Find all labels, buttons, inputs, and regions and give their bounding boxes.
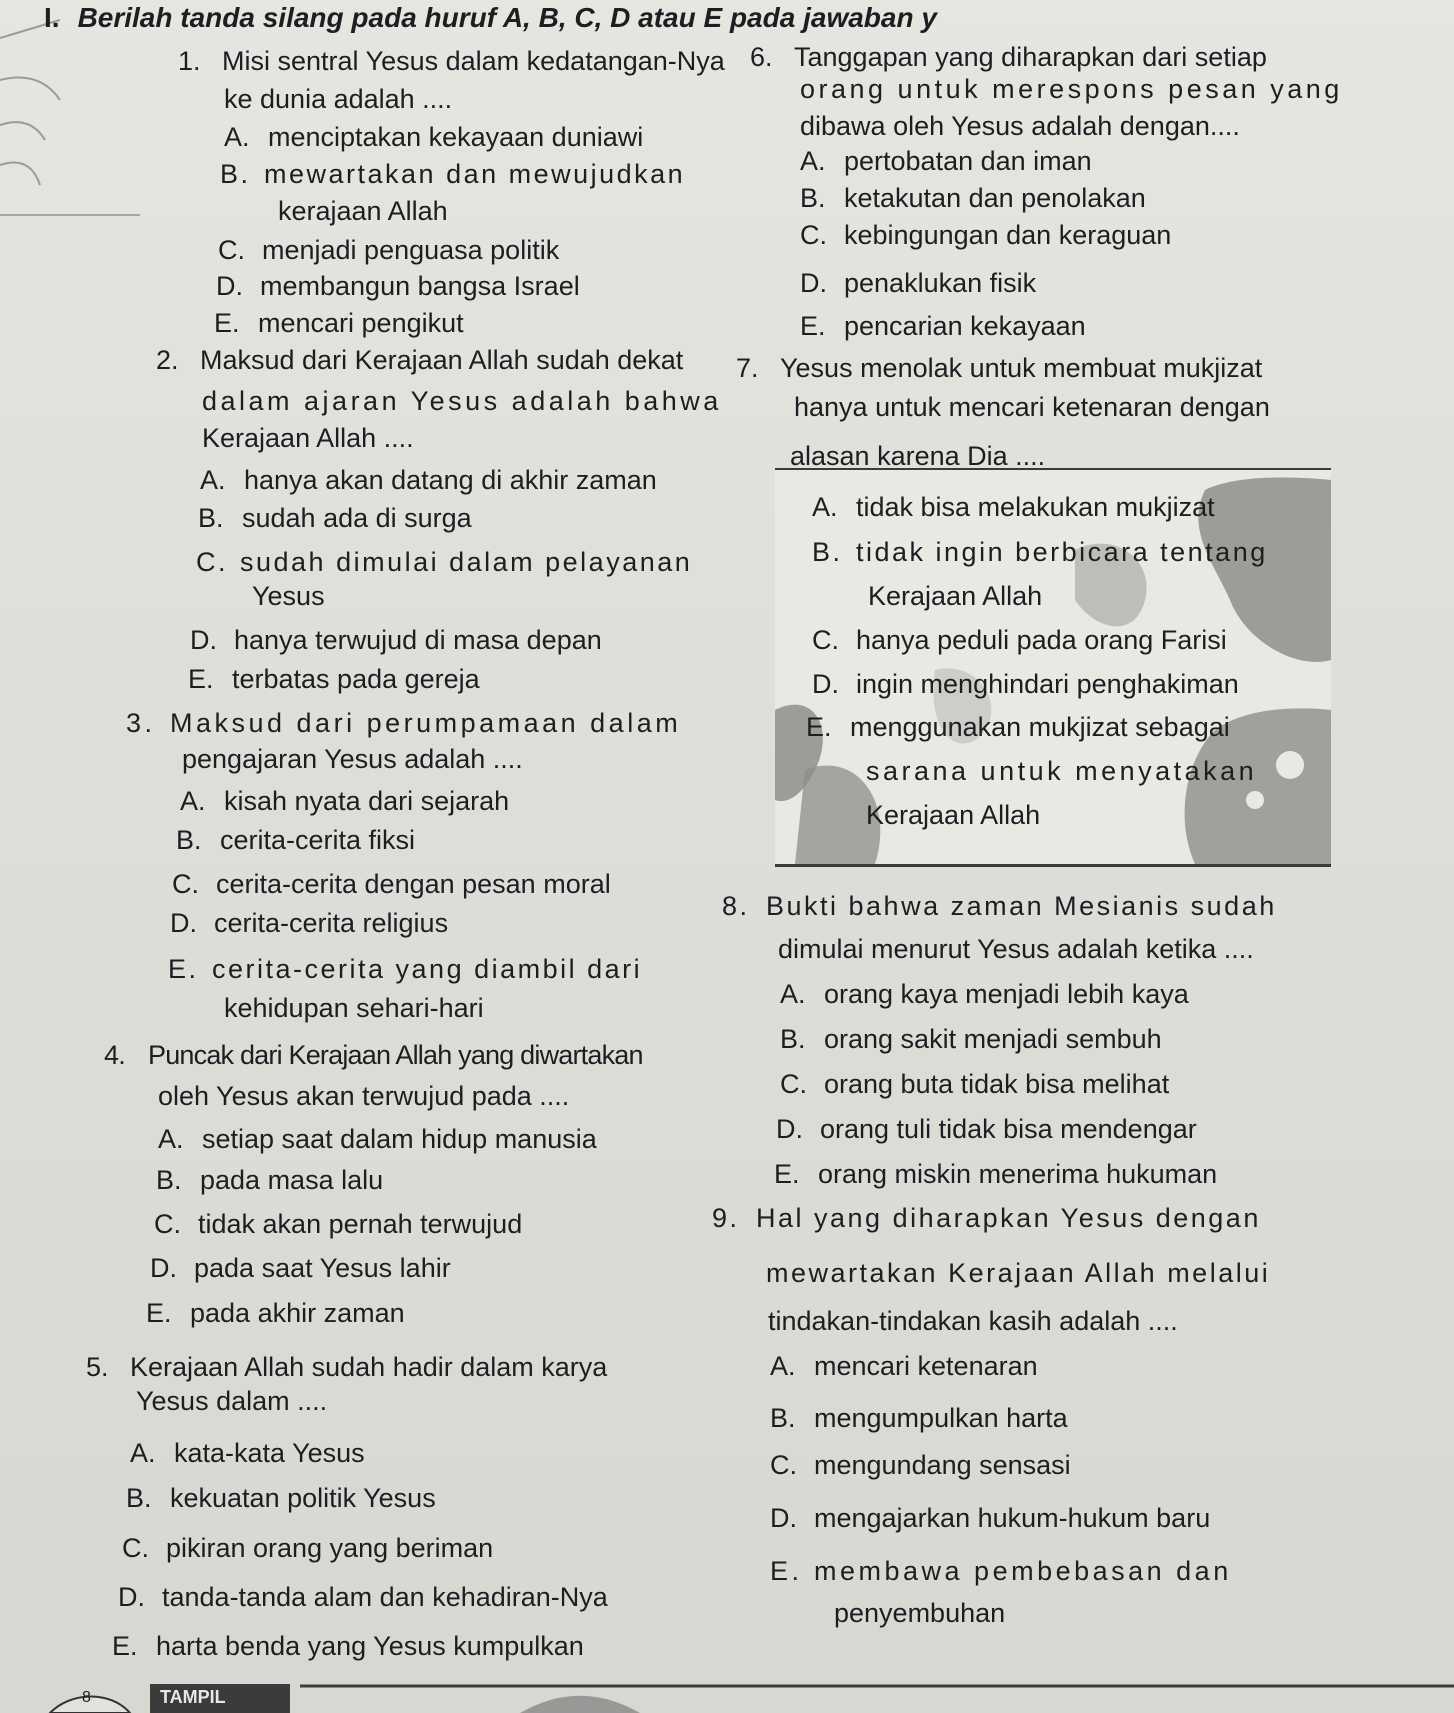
question-8-option-e[interactable]: E. orang miskin menerima hukuman (774, 1159, 1218, 1189)
section-number: I. (44, 2, 60, 33)
question-7-option-e[interactable]: E. menggunakan mukjizat sebagai (806, 712, 1230, 742)
question-8-option-c[interactable]: C. orang buta tidak bisa melihat (780, 1069, 1170, 1099)
question-4-option-a[interactable]: A. setiap saat dalam hidup manusia (158, 1124, 597, 1154)
question-2-option-e[interactable]: E. terbatas pada gereja (188, 664, 480, 694)
question-9-option-d[interactable]: D. mengajarkan hukum-hukum baru (770, 1503, 1211, 1533)
question-9-stem-line-2: mewartakan Kerajaan Allah melalui (766, 1258, 1271, 1288)
question-2-option-b[interactable]: B. sudah ada di surga (198, 503, 472, 533)
question-9-stem-line-3: tindakan-tindakan kasih adalah .... (768, 1306, 1178, 1336)
question-5-option-d[interactable]: D. tanda-tanda alam dan kehadiran-Nya (118, 1582, 608, 1612)
question-5-option-c[interactable]: C. pikiran orang yang beriman (122, 1533, 494, 1563)
question-9-option-a[interactable]: A. mencari ketenaran (770, 1351, 1038, 1381)
question-9-option-e-cont: penyembuhan (834, 1598, 1006, 1628)
decorative-leaf-shapes (775, 470, 1331, 864)
question-3-stem-line-1: 3. Maksud dari perumpamaan dalam (126, 708, 682, 738)
section-instruction (44, 2, 937, 34)
question-8-option-b[interactable]: B. orang sakit menjadi sembuh (780, 1024, 1162, 1054)
question-1-option-e[interactable]: E. mencari pengikut (214, 308, 464, 338)
question-2-stem-line-1: 2. Maksud dari Kerajaan Allah sudah dekat (156, 345, 684, 375)
margin-lines (0, 0, 180, 420)
question-4-option-c[interactable]: C. tidak akan pernah terwujud (154, 1209, 523, 1239)
question-3-option-e-cont: kehidupan sehari-hari (224, 993, 484, 1023)
question-2-option-a[interactable]: A. hanya akan datang di akhir zaman (200, 465, 657, 495)
question-5-stem-line-2: Yesus dalam .... (136, 1386, 328, 1416)
question-6-option-b[interactable]: B. ketakutan dan penolakan (800, 183, 1146, 213)
question-7-option-c[interactable]: C. hanya peduli pada orang Farisi (812, 625, 1227, 655)
question-7-option-b-cont: Kerajaan Allah (868, 581, 1043, 611)
question-6-stem-line-1: 6. Tanggapan yang diharapkan dari setiap (750, 42, 1267, 72)
question-7-option-d[interactable]: D. ingin menghindari penghakiman (812, 669, 1239, 699)
question-1-option-a[interactable]: A. menciptakan kekayaan duniawi (224, 122, 644, 152)
question-7-stem-line-3: alasan karena Dia .... (790, 441, 1046, 471)
question-5-option-b[interactable]: B. kekuatan politik Yesus (126, 1483, 436, 1513)
question-3-stem-line-2: pengajaran Yesus adalah .... (182, 744, 523, 774)
question-4-option-d[interactable]: D. pada saat Yesus lahir (150, 1253, 451, 1283)
question-1-option-b[interactable]: B. mewartakan dan mewujudkan (220, 159, 686, 189)
question-9-stem-line-1: 9. Hal yang diharapkan Yesus dengan (712, 1203, 1261, 1233)
question-2-stem-line-3: Kerajaan Allah .... (202, 423, 414, 453)
question-4-stem-line-2: oleh Yesus akan terwujud pada .... (158, 1081, 570, 1111)
question-6-option-e[interactable]: E. pencarian kekayaan (800, 311, 1086, 341)
question-6-stem-line-2: orang untuk merespons pesan yang (800, 74, 1343, 104)
question-6-stem-line-3: dibawa oleh Yesus adalah dengan.... (800, 111, 1240, 141)
question-8-stem-line-1: 8. Bukti bahwa zaman Mesianis sudah (722, 891, 1277, 921)
question-7-option-e-cont-1: sarana untuk menyatakan (866, 756, 1258, 786)
question-7-option-e-cont-2: Kerajaan Allah (866, 800, 1041, 830)
question-7-stem-line-1: 7. Yesus menolak untuk membuat mukjizat (736, 353, 1263, 383)
question-9-option-e[interactable]: E. membawa pembebasan dan (770, 1556, 1232, 1586)
footer-label: TAMPIL (160, 1687, 226, 1707)
question-2-stem-line-2: dalam ajaran Yesus adalah bahwa (202, 386, 722, 416)
question-4-option-e[interactable]: E. pada akhir zaman (146, 1298, 405, 1328)
question-4-option-b[interactable]: B. pada masa lalu (156, 1165, 384, 1195)
question-6-option-a[interactable]: A. pertobatan dan iman (800, 146, 1092, 176)
question-3-option-b[interactable]: B. cerita-cerita fiksi (176, 825, 416, 855)
question-6-option-d[interactable]: D. penaklukan fisik (800, 268, 1037, 298)
question-3-option-c[interactable]: C. cerita-cerita dengan pesan moral (172, 869, 611, 899)
question-8-option-a[interactable]: A. orang kaya menjadi lebih kaya (780, 979, 1189, 1009)
question-9-option-c[interactable]: C. mengundang sensasi (770, 1450, 1071, 1480)
instruction-text: Berilah tanda silang pada huruf A, B, C, D atau E pada jawaban y (77, 2, 937, 33)
question-6-option-c[interactable]: C. kebingungan dan keraguan (800, 220, 1172, 250)
question-2-option-c-cont: Yesus (252, 581, 325, 611)
question-5-option-a[interactable]: A. kata-kata Yesus (130, 1438, 365, 1468)
question-2-option-d[interactable]: D. hanya terwujud di masa depan (190, 625, 602, 655)
question-7-stem-line-2: hanya untuk mencari ketenaran dengan (794, 392, 1270, 422)
question-8-option-d[interactable]: D. orang tuli tidak bisa mendengar (776, 1114, 1197, 1144)
question-1-option-c[interactable]: C. menjadi penguasa politik (218, 235, 560, 265)
question-7-option-b[interactable]: B. tidak ingin berbicara tentang (812, 537, 1268, 567)
question-7-option-a[interactable]: A. tidak bisa melakukan mukjizat (812, 492, 1215, 522)
page-number: 8 (82, 1689, 91, 1706)
question-1-option-b-cont: kerajaan Allah (278, 196, 448, 226)
question-5-stem-line-1: 5. Kerajaan Allah sudah hadir dalam karya (86, 1352, 608, 1382)
question-5-option-e[interactable]: E. harta benda yang Yesus kumpulkan (112, 1631, 584, 1661)
question-2-option-c[interactable]: C. sudah dimulai dalam pelayanan (196, 547, 693, 577)
question-1-option-d[interactable]: D. membangun bangsa Israel (216, 271, 580, 301)
question-8-stem-line-2: dimulai menurut Yesus adalah ketika .... (778, 934, 1254, 964)
question-9-option-b[interactable]: B. mengumpulkan harta (770, 1403, 1068, 1433)
question-7-box (775, 468, 1331, 867)
question-4-stem-line-1: 4. Puncak dari Kerajaan Allah yang diwartakan (104, 1040, 643, 1070)
question-3-option-a[interactable]: A. kisah nyata dari sejarah (180, 786, 510, 816)
question-1-stem-line-2: ke dunia adalah .... (224, 84, 453, 114)
question-1-stem-line-1: 1. Misi sentral Yesus dalam kedatangan-Nya (178, 46, 725, 76)
question-3-option-d[interactable]: D. cerita-cerita religius (170, 908, 449, 938)
question-3-option-e[interactable]: E. cerita-cerita yang diambil dari (168, 954, 643, 984)
